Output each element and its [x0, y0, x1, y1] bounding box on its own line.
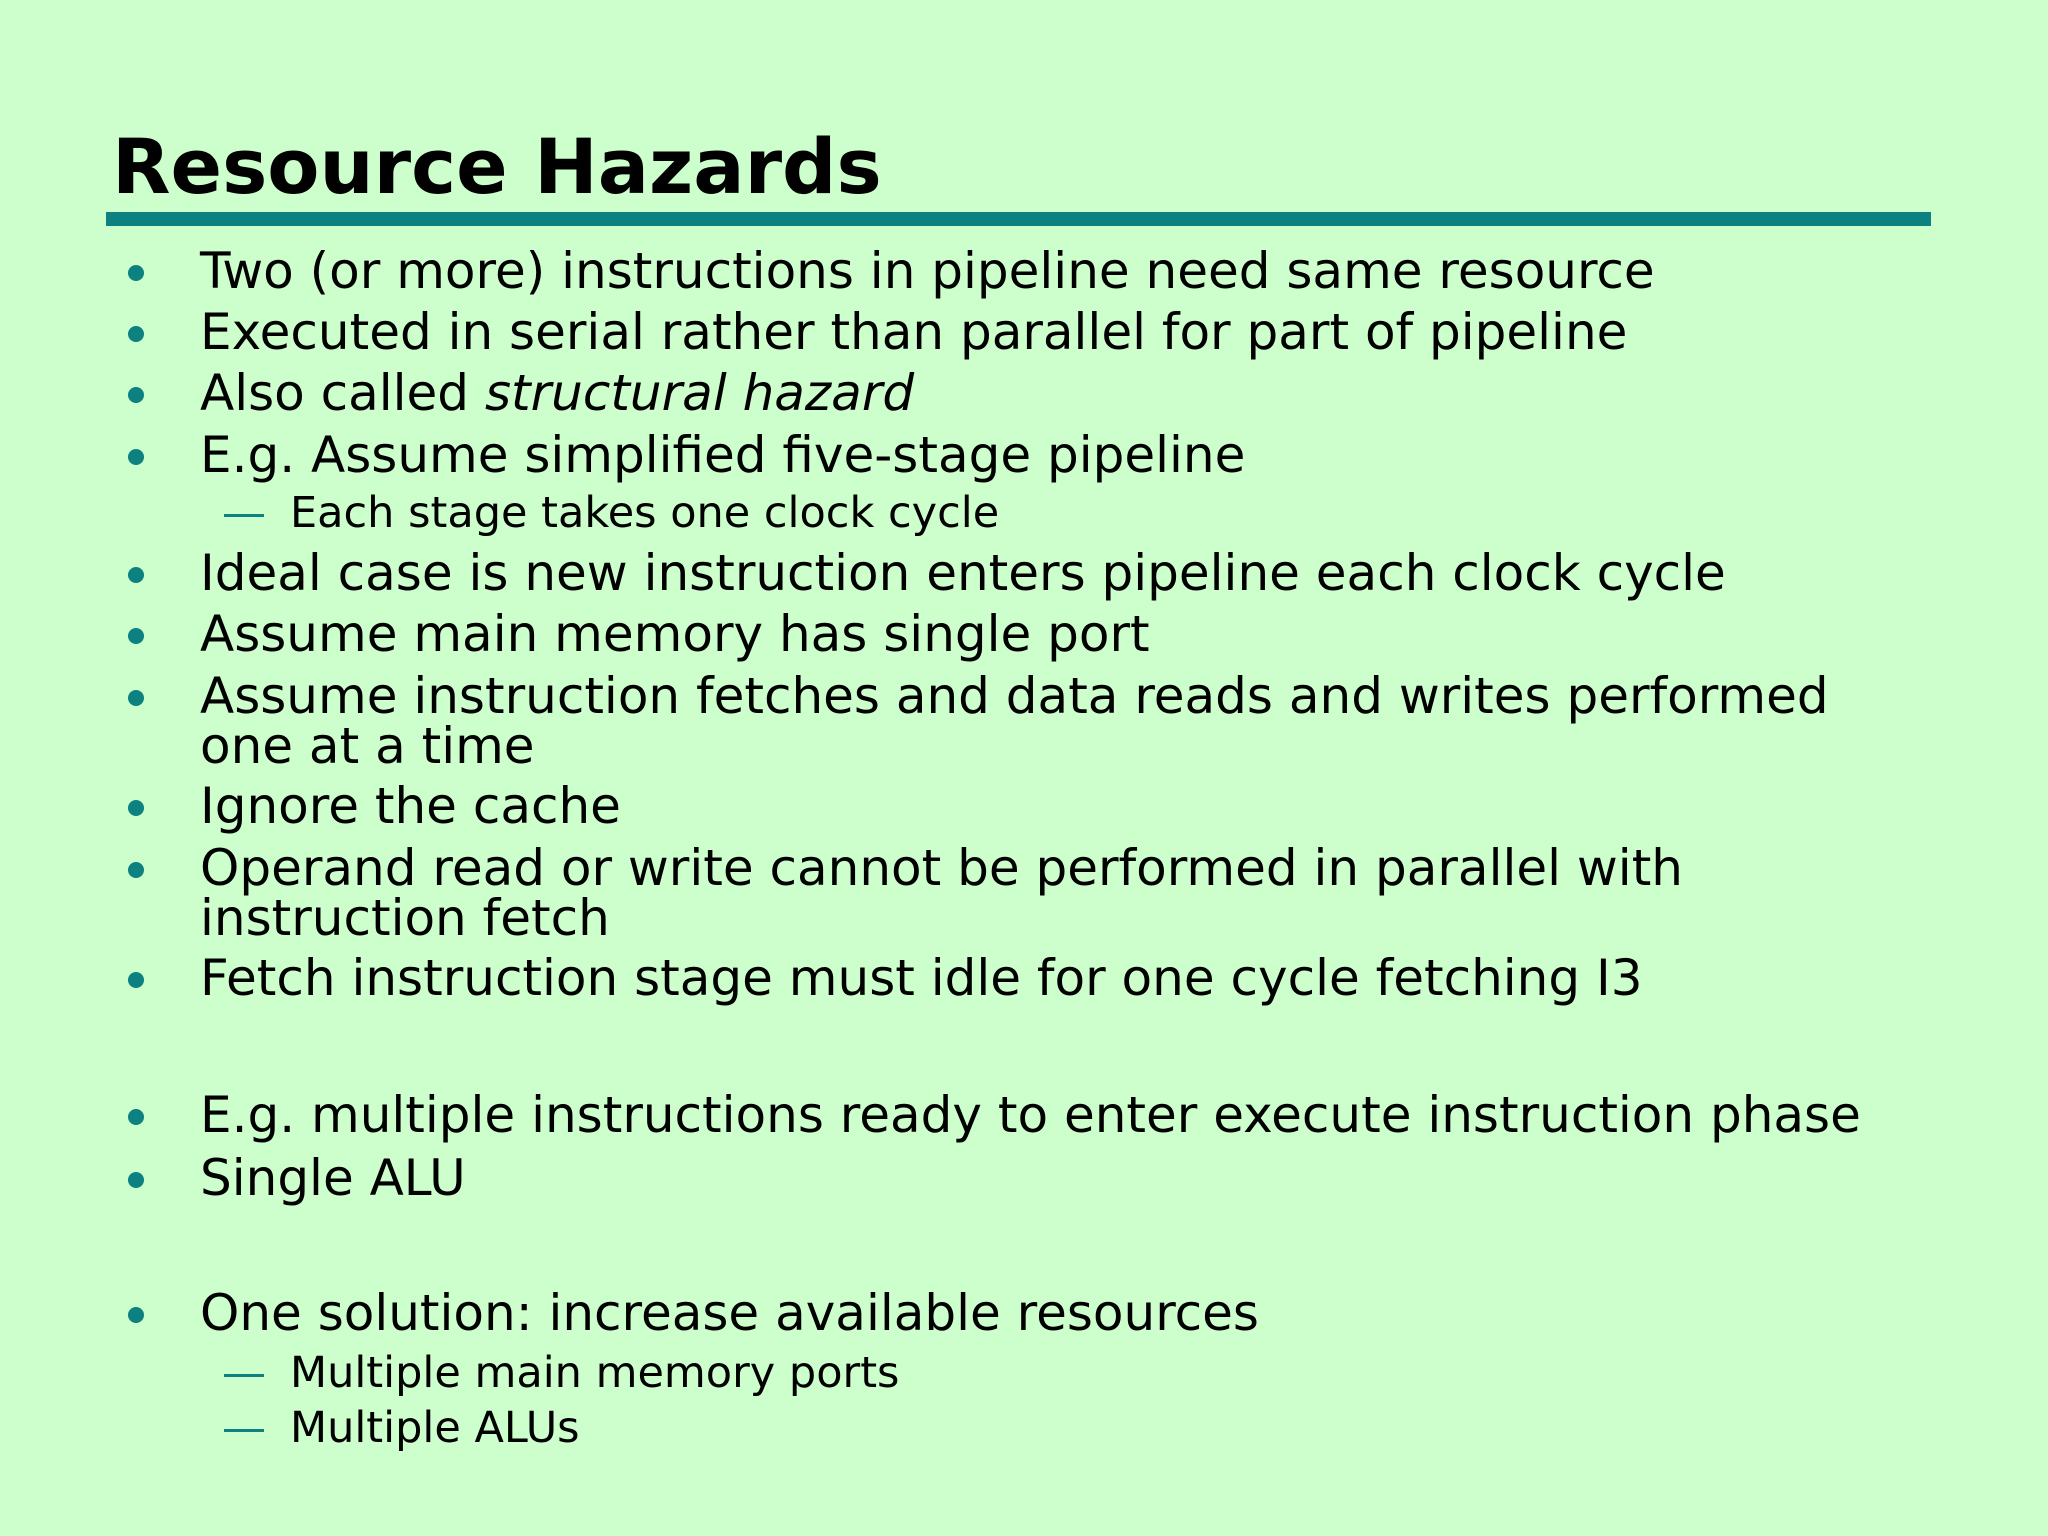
bullet-dot-icon — [128, 1109, 144, 1125]
sub-bullet-text: Multiple main memory ports — [290, 1348, 900, 1398]
bullet-item — [200, 605, 1150, 663]
bullet-text: Ignore the cache — [200, 777, 621, 835]
bullet-text: E.g. multiple instructions ready to enter execute instruction phase — [200, 1086, 1861, 1144]
dash-icon — [224, 1429, 264, 1432]
bullet-dot-icon — [128, 326, 144, 342]
bullet-dot-icon — [128, 387, 144, 403]
bullet-text-line-2: instruction fetch — [200, 889, 610, 947]
bullet-dot-icon — [128, 862, 144, 878]
bullet-item — [200, 544, 1726, 602]
bullet-dot-icon — [128, 449, 144, 465]
bullet-text-line-1: Assume instruction fetches and data reads and writes performed — [200, 667, 1829, 725]
bullet-text: Also called — [200, 364, 485, 422]
bullet-emphasis: structural hazard — [484, 364, 915, 422]
bullet-text: Assume main memory has single port — [200, 605, 1150, 663]
bullet-dot-icon — [128, 1307, 144, 1323]
bullet-item — [200, 777, 621, 835]
bullet-dot-icon — [128, 1172, 144, 1188]
bullet-text-line-2: one at a time — [200, 717, 535, 775]
bullet-text: Ideal case is new instruction enters pipeline each clock cycle — [200, 544, 1726, 602]
dash-icon — [224, 1374, 264, 1377]
bullet-text: Executed in serial rather than parallel for part of pipeline — [200, 303, 1628, 361]
bullet-dot-icon — [128, 567, 144, 583]
sub-bullet-item — [290, 1405, 580, 1451]
bullet-text-line-1: Operand read or write cannot be performed in parallel with — [200, 839, 1683, 897]
bullet-dot-icon — [128, 628, 144, 644]
bullet-dot-icon — [128, 972, 144, 988]
bullet-item — [200, 949, 1643, 1007]
bullet-text: Fetch instruction stage must idle for one cycle fetching I3 — [200, 949, 1643, 1007]
slide-title: Resource Hazards — [112, 122, 882, 211]
sub-bullet-text: Multiple ALUs — [290, 1403, 580, 1453]
bullet-dot-icon — [128, 690, 144, 706]
bullet-text: Single ALU — [200, 1149, 466, 1207]
bullet-text: Two (or more) instructions in pipeline need same resource — [200, 242, 1655, 300]
bullet-item — [200, 242, 1655, 300]
sub-bullet-item — [290, 490, 999, 536]
bullet-item — [200, 1284, 1259, 1342]
bullet-dot-icon — [128, 265, 144, 281]
bullet-item — [200, 839, 1683, 947]
bullet-item — [200, 667, 1829, 775]
bullet-item — [200, 364, 915, 422]
bullet-item — [200, 426, 1246, 484]
sub-bullet-item — [290, 1350, 899, 1396]
bullet-text: One solution: increase available resources — [200, 1284, 1259, 1342]
bullet-text: E.g. Assume simplified five-stage pipeline — [200, 426, 1246, 484]
dash-icon — [224, 514, 264, 517]
bullet-item — [200, 1086, 1861, 1144]
title-underline — [106, 212, 1931, 226]
bullet-item — [200, 303, 1628, 361]
bullet-item — [200, 1149, 466, 1207]
sub-bullet-text: Each stage takes one clock cycle — [290, 488, 1000, 538]
bullet-dot-icon — [128, 800, 144, 816]
